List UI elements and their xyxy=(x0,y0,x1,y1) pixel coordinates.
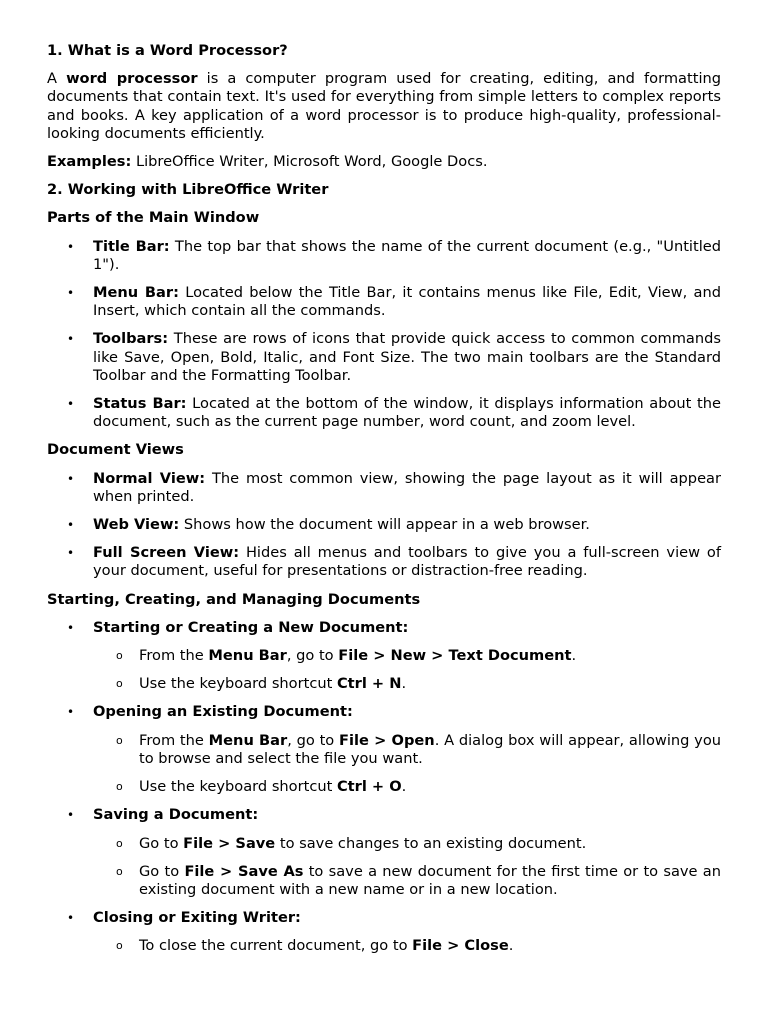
sub-list-item xyxy=(93,863,721,899)
text: . xyxy=(508,937,514,955)
circle-bullet-icon: o xyxy=(116,939,123,953)
sub-list-item xyxy=(93,732,721,768)
bullet-icon: • xyxy=(67,239,75,254)
bullet-icon: • xyxy=(67,286,75,301)
views-heading: Document Views xyxy=(47,441,184,459)
text: . xyxy=(571,647,577,665)
bold-text: File > Close xyxy=(412,937,509,955)
parts-list xyxy=(47,238,721,432)
term: Toolbars: xyxy=(93,330,169,348)
term: Status Bar: xyxy=(93,395,187,413)
sub-list-item xyxy=(93,937,721,955)
manage-list xyxy=(47,619,721,956)
section-2-heading: 2. Working with LibreOffice Writer xyxy=(47,181,329,199)
term: Web View: xyxy=(93,516,180,534)
sub-list xyxy=(93,835,721,900)
text: . xyxy=(401,675,407,693)
term: Full Screen View: xyxy=(93,544,240,562)
bold-text: Menu Bar xyxy=(208,647,287,665)
bold-text: File > New > Text Document xyxy=(338,647,572,665)
circle-bullet-icon: o xyxy=(116,677,123,691)
examples-label: Examples: xyxy=(47,153,132,171)
text: Go to xyxy=(139,834,184,852)
text: Use the keyboard shortcut xyxy=(139,778,337,796)
bullet-icon: • xyxy=(67,705,75,720)
text: Hides all menus and toolbars to give you a full-screen view of your document, useful for presentations or distraction-free reading. xyxy=(93,544,721,580)
text: Use the keyboard shortcut xyxy=(139,675,337,693)
item-title: Closing or Exiting Writer: xyxy=(93,909,301,927)
text: Located below the Title Bar, it contains menus like File, Edit, View, and Insert, which contain all the commands. xyxy=(93,284,721,320)
bullet-icon: • xyxy=(67,471,75,486)
bold-text: File > Save xyxy=(183,834,276,852)
term: Title Bar: xyxy=(93,237,170,255)
examples-text: LibreOffice Writer, Microsoft Word, Google Docs. xyxy=(131,153,488,171)
item-title: Saving a Document: xyxy=(93,806,259,824)
views-list xyxy=(47,470,721,581)
bullet-icon: • xyxy=(67,808,75,823)
section-1-heading: 1. What is a Word Processor? xyxy=(47,42,288,59)
item-title: Starting or Creating a New Document: xyxy=(93,618,409,636)
sub-list-item xyxy=(93,675,721,693)
text: A xyxy=(47,70,67,88)
list-item xyxy=(47,284,721,320)
text: . xyxy=(401,778,407,796)
text: From the xyxy=(139,647,209,665)
text: is a computer program used for creating, editing, and formatting documents that contain text. It's used for everything from simple letters to complex reports and books. A key application of a word processor is to produce high-quality, professional-looking documents efficiently. xyxy=(47,70,722,142)
text: The most common view, showing the page layout as it will appear when printed. xyxy=(93,469,721,505)
list-item xyxy=(47,238,721,274)
text: to save changes to an existing document. xyxy=(275,834,587,852)
bullet-icon: • xyxy=(67,620,75,635)
text: These are rows of icons that provide quick access to common commands like Save, Open, Bold, Italic, and Font Size. The two main toolbars are the Standard Toolbar and the Formatting Toolbar. xyxy=(93,330,721,384)
bold-text: Menu Bar xyxy=(208,731,288,749)
manage-heading: Starting, Creating, and Managing Documents xyxy=(47,590,421,608)
term: Normal View: xyxy=(93,469,206,487)
bold-text: Ctrl + N xyxy=(336,675,402,693)
text: , go to xyxy=(286,647,339,665)
item-title: Opening an Existing Document: xyxy=(93,703,353,721)
text: Go to xyxy=(139,862,185,880)
list-item xyxy=(47,544,721,580)
bold-text: File > Open xyxy=(339,731,435,749)
circle-bullet-icon: o xyxy=(116,649,123,663)
examples-paragraph xyxy=(47,153,721,171)
bullet-icon: • xyxy=(67,911,75,926)
text: , go to xyxy=(287,731,340,749)
list-item xyxy=(47,395,721,431)
bullet-icon: • xyxy=(67,546,75,561)
circle-bullet-icon: o xyxy=(116,780,123,794)
circle-bullet-icon: o xyxy=(116,733,123,747)
parts-heading: Parts of the Main Window xyxy=(47,209,260,227)
sub-list-item xyxy=(93,778,721,796)
sub-list xyxy=(93,732,721,797)
sub-list-item xyxy=(93,835,721,853)
term: Menu Bar: xyxy=(93,284,179,302)
list-item-open xyxy=(47,703,721,796)
bullet-icon: • xyxy=(67,397,75,412)
text: To close the current document, go to xyxy=(139,937,413,955)
text: . A dialog box will appear, allowing you to browse and select the file you want. xyxy=(139,731,721,767)
list-item xyxy=(47,516,721,534)
sub-list xyxy=(93,647,721,693)
circle-bullet-icon: o xyxy=(116,864,123,878)
term-word-processor: word processor xyxy=(66,70,198,88)
circle-bullet-icon: o xyxy=(116,836,123,850)
text: Shows how the document will appear in a web browser. xyxy=(179,516,590,534)
bold-text: Ctrl + O xyxy=(336,778,402,796)
sub-list xyxy=(93,937,721,955)
list-item-close xyxy=(47,909,721,955)
sub-list-item xyxy=(93,647,721,665)
list-item-create xyxy=(47,619,721,694)
bold-text: File > Save As xyxy=(184,862,304,880)
list-item-save xyxy=(47,806,721,899)
list-item xyxy=(47,330,721,385)
text: Located at the bottom of the window, it displays information about the document, such as the current page number, word count, and zoom level. xyxy=(93,395,721,431)
bullet-icon: • xyxy=(67,332,75,347)
text: to save a new document for the first time or to save an existing document with a new name or in a new location. xyxy=(139,862,721,898)
definition-paragraph xyxy=(47,70,721,143)
list-item xyxy=(47,470,721,506)
text: From the xyxy=(139,731,209,749)
text: The top bar that shows the name of the current document (e.g., "Untitled 1"). xyxy=(93,237,721,273)
bullet-icon: • xyxy=(67,518,75,533)
